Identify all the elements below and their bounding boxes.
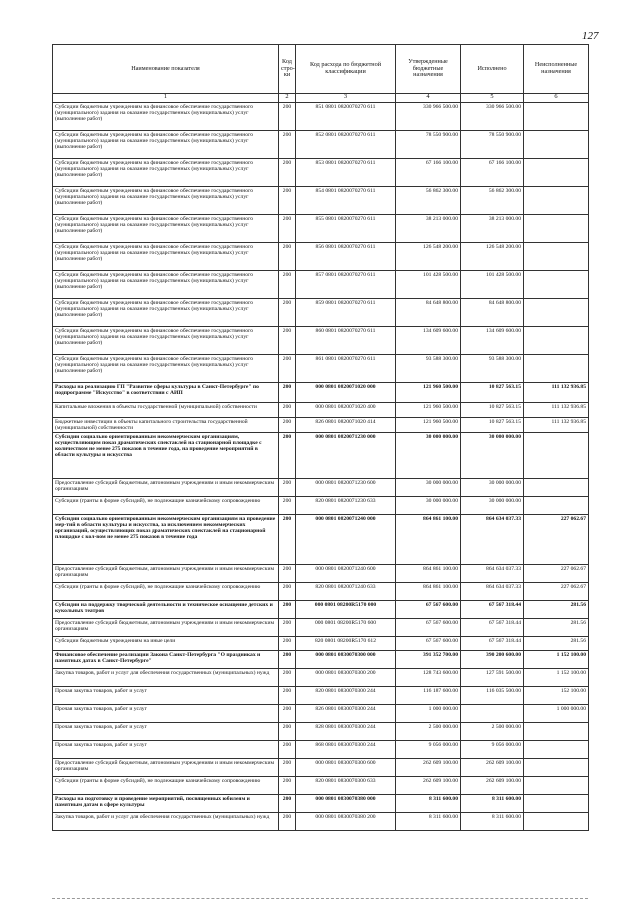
row-unexecuted <box>524 103 589 131</box>
row-line-code: 200 <box>279 418 296 433</box>
row-line-code: 200 <box>279 723 296 741</box>
row-unexecuted: 1 000 000.00 <box>524 705 589 723</box>
row-name: Закупка товаров, работ и услуг для обеспечения государственных (муниципальных) нужд <box>53 813 279 831</box>
row-approved: 101 428 500.00 <box>396 271 461 299</box>
row-approved: 38 213 000.00 <box>396 215 461 243</box>
row-executed: 134 609 600.00 <box>461 327 524 355</box>
table-body <box>53 103 589 831</box>
row-approved: 93 588 300.00 <box>396 355 461 383</box>
table-row <box>53 741 589 759</box>
row-unexecuted: 281.56 <box>524 637 589 651</box>
row-budget-code: 820 0801 08200R5170 612 <box>296 637 396 651</box>
row-approved: 67 567 600.00 <box>396 619 461 637</box>
table-row <box>53 777 589 795</box>
row-budget-code: 000 0801 0830070300 000 <box>296 651 396 669</box>
row-unexecuted: 111 132 936.85 <box>524 418 589 433</box>
row-unexecuted: 227 062.67 <box>524 515 589 565</box>
header-executed: Исполнено <box>461 45 524 94</box>
row-name: Расходы на реализацию ГП "Развитие сферы культуры в Санкт-Петербурге" по подпрограмме "Искусство" в соответствии с АИП <box>53 383 279 403</box>
row-line-code: 200 <box>279 327 296 355</box>
table-row <box>53 418 589 433</box>
row-name: Предоставление субсидий бюджетным, автономным учреждениям и иным некоммерческим организациям <box>53 565 279 583</box>
row-approved: 67 567 600.00 <box>396 601 461 619</box>
row-line-code: 200 <box>279 299 296 327</box>
row-budget-code: 826 0801 0820071020 414 <box>296 418 396 433</box>
row-executed: 10 827 563.15 <box>461 403 524 418</box>
header-budget-code: Код расхода по бюджетной классификации <box>296 45 396 94</box>
row-executed: 67 567 318.44 <box>461 637 524 651</box>
row-budget-code: 000 0801 0820071230 000 <box>296 433 396 479</box>
row-approved: 67 567 600.00 <box>396 637 461 651</box>
row-budget-code: 859 0801 0820070270 611 <box>296 299 396 327</box>
row-approved: 128 743 600.00 <box>396 669 461 687</box>
table-row <box>53 327 589 355</box>
row-unexecuted: 281.56 <box>524 619 589 637</box>
row-executed <box>461 705 524 723</box>
row-budget-code: 851 0801 0820070270 611 <box>296 103 396 131</box>
header-unexecuted: Неисполненные назначения <box>524 45 589 94</box>
row-approved: 262 609 100.00 <box>396 777 461 795</box>
row-approved: 8 311 600.00 <box>396 795 461 813</box>
table-row <box>53 637 589 651</box>
row-executed: 67 166 100.00 <box>461 159 524 187</box>
table-header-row <box>53 45 589 94</box>
row-unexecuted <box>524 243 589 271</box>
table-row <box>53 651 589 669</box>
row-approved: 391 352 700.00 <box>396 651 461 669</box>
row-budget-code: 860 0801 0820070270 611 <box>296 327 396 355</box>
row-line-code: 200 <box>279 159 296 187</box>
row-unexecuted <box>524 271 589 299</box>
row-name: Субсидии бюджетным учреждениям на финансовое обеспечение государственного (муниципального) задания на оказание государственных (муниципальных) услуг (выполнение работ) <box>53 327 279 355</box>
header-approved: Утвержденные бюджетные назначения <box>396 45 461 94</box>
row-unexecuted <box>524 187 589 215</box>
row-budget-code: 853 0801 0820070270 611 <box>296 159 396 187</box>
table-row <box>53 103 589 131</box>
row-approved: 134 609 600.00 <box>396 327 461 355</box>
row-budget-code: 000 0801 0820071020 400 <box>296 403 396 418</box>
row-unexecuted <box>524 327 589 355</box>
row-executed: 67 567 318.44 <box>461 601 524 619</box>
col-number: 6 <box>524 94 589 103</box>
row-executed: 67 567 318.44 <box>461 619 524 637</box>
row-name: Прочая закупка товаров, работ и услуг <box>53 705 279 723</box>
row-approved: 121 960 500.00 <box>396 418 461 433</box>
table-row <box>53 601 589 619</box>
row-executed: 30 000 000.00 <box>461 433 524 479</box>
table-row <box>53 479 589 497</box>
row-executed: 864 634 037.33 <box>461 583 524 601</box>
page-bottom-edge <box>52 898 588 899</box>
row-budget-code: 828 0801 0830070300 244 <box>296 723 396 741</box>
row-line-code: 200 <box>279 687 296 705</box>
row-name: Закупка товаров, работ и услуг для обеспечения государственных (муниципальных) нужд <box>53 669 279 687</box>
row-approved: 330 966 500.00 <box>396 103 461 131</box>
row-line-code: 200 <box>279 383 296 403</box>
row-line-code: 200 <box>279 777 296 795</box>
row-approved: 78 550 900.00 <box>396 131 461 159</box>
table-row <box>53 705 589 723</box>
row-unexecuted <box>524 131 589 159</box>
row-line-code: 200 <box>279 813 296 831</box>
row-unexecuted: 152 100.00 <box>524 687 589 705</box>
table-row <box>53 271 589 299</box>
row-budget-code: 868 0801 0830070300 244 <box>296 741 396 759</box>
row-line-code: 200 <box>279 619 296 637</box>
header-line-code: Код стро-ки <box>279 45 296 94</box>
row-unexecuted <box>524 795 589 813</box>
row-name: Субсидии бюджетным учреждениям на финансовое обеспечение государственного (муниципального) задания на оказание государственных (муниципальных) услуг (выполнение работ) <box>53 187 279 215</box>
row-line-code: 200 <box>279 565 296 583</box>
row-name: Субсидии (гранты в форме субсидий), не подлежащие казначейскому сопровождению <box>53 777 279 795</box>
row-name: Субсидии бюджетным учреждениям на финансовое обеспечение государственного (муниципального) задания на оказание государственных (муниципальных) услуг (выполнение работ) <box>53 215 279 243</box>
row-unexecuted <box>524 159 589 187</box>
row-unexecuted <box>524 741 589 759</box>
row-approved: 126 548 200.00 <box>396 243 461 271</box>
row-executed: 9 056 000.00 <box>461 741 524 759</box>
row-line-code: 200 <box>279 759 296 777</box>
row-approved: 56 862 300.00 <box>396 187 461 215</box>
row-budget-code: 852 0801 0820070270 611 <box>296 131 396 159</box>
row-unexecuted <box>524 813 589 831</box>
row-name: Субсидии бюджетным учреждениям на финансовое обеспечение государственного (муниципального) задания на оказание государственных (муниципальных) услуг (выполнение работ) <box>53 355 279 383</box>
row-executed: 8 311 600.00 <box>461 813 524 831</box>
row-approved: 9 056 000.00 <box>396 741 461 759</box>
row-executed: 864 634 037.33 <box>461 515 524 565</box>
row-budget-code: 000 0801 0820071230 600 <box>296 479 396 497</box>
row-line-code: 200 <box>279 103 296 131</box>
table-row <box>53 515 589 565</box>
row-unexecuted: 227 062.67 <box>524 583 589 601</box>
row-executed: 30 000 000.00 <box>461 479 524 497</box>
table-row <box>53 723 589 741</box>
row-unexecuted <box>524 759 589 777</box>
row-budget-code: 000 0801 0820071240 000 <box>296 515 396 565</box>
row-budget-code: 820 0801 0820071230 633 <box>296 497 396 515</box>
table-row <box>53 215 589 243</box>
row-unexecuted <box>524 479 589 497</box>
row-line-code: 200 <box>279 131 296 159</box>
row-name: Субсидии бюджетным учреждениям на финансовое обеспечение государственного (муниципального) задания на оказание государственных (муниципальных) услуг (выполнение работ) <box>53 103 279 131</box>
row-line-code: 200 <box>279 705 296 723</box>
row-line-code: 200 <box>279 479 296 497</box>
col-number: 5 <box>461 94 524 103</box>
table-row <box>53 497 589 515</box>
row-executed: 101 428 500.00 <box>461 271 524 299</box>
row-unexecuted: 227 062.67 <box>524 565 589 583</box>
row-budget-code: 000 0801 08200R5170 600 <box>296 619 396 637</box>
row-budget-code: 854 0801 0820070270 611 <box>296 187 396 215</box>
row-line-code: 200 <box>279 355 296 383</box>
row-budget-code: 855 0801 0820070270 611 <box>296 215 396 243</box>
row-name: Капитальные вложения в объекты государственной (муниципальной) собственности <box>53 403 279 418</box>
row-line-code: 200 <box>279 497 296 515</box>
table-row <box>53 795 589 813</box>
row-approved: 121 960 500.00 <box>396 383 461 403</box>
table-row <box>53 187 589 215</box>
row-unexecuted: 1 152 100.00 <box>524 669 589 687</box>
row-approved: 864 861 100.00 <box>396 565 461 583</box>
page-number: 127 <box>582 30 599 42</box>
row-line-code: 200 <box>279 187 296 215</box>
col-number: 4 <box>396 94 461 103</box>
row-budget-code: 826 0801 0830070300 244 <box>296 705 396 723</box>
row-approved: 2 500 000.00 <box>396 723 461 741</box>
row-unexecuted: 281.56 <box>524 601 589 619</box>
row-name: Субсидии (гранты в форме субсидий), не подлежащие казначейскому сопровождению <box>53 497 279 515</box>
row-name: Финансовое обеспечение реализации Закона Санкт-Петербурга "О праздниках и памятных датах в Санкт-Петербурге" <box>53 651 279 669</box>
row-executed: 116 035 500.00 <box>461 687 524 705</box>
row-unexecuted <box>524 777 589 795</box>
column-number-row <box>53 94 589 103</box>
table-row <box>53 583 589 601</box>
row-name: Прочая закупка товаров, работ и услуг <box>53 687 279 705</box>
row-approved: 864 861 100.00 <box>396 583 461 601</box>
row-executed: 78 550 900.00 <box>461 131 524 159</box>
budget-execution-table <box>52 44 589 831</box>
row-executed: 38 213 000.00 <box>461 215 524 243</box>
row-budget-code: 000 0801 0830070380 200 <box>296 813 396 831</box>
row-unexecuted <box>524 497 589 515</box>
row-budget-code: 857 0801 0820070270 611 <box>296 271 396 299</box>
row-approved: 30 000 000.00 <box>396 433 461 479</box>
table-row <box>53 243 589 271</box>
col-number: 1 <box>53 94 279 103</box>
row-approved: 262 609 100.00 <box>396 759 461 777</box>
row-line-code: 200 <box>279 243 296 271</box>
table-row <box>53 759 589 777</box>
row-approved: 30 000 000.00 <box>396 479 461 497</box>
row-line-code: 200 <box>279 583 296 601</box>
row-budget-code: 820 0801 0830070300 633 <box>296 777 396 795</box>
row-approved: 121 960 500.00 <box>396 403 461 418</box>
row-budget-code: 000 0801 0830070380 000 <box>296 795 396 813</box>
row-line-code: 200 <box>279 215 296 243</box>
row-name: Субсидии социально ориентированным некоммерческим организациям, осуществляющим показ драматических спектаклей на стационарной площадке с количеством не менее 275 показов в течение года, на проведение мероприятий в области культуры и искусства <box>53 433 279 479</box>
row-executed: 93 588 300.00 <box>461 355 524 383</box>
row-budget-code: 856 0801 0820070270 611 <box>296 243 396 271</box>
row-name: Субсидии на поддержку творческой деятельности и техническое оснащение детских и кукольных театров <box>53 601 279 619</box>
row-approved: 864 861 100.00 <box>396 515 461 565</box>
row-executed: 126 548 200.00 <box>461 243 524 271</box>
row-budget-code: 000 0801 08200R5170 000 <box>296 601 396 619</box>
row-budget-code: 000 0801 0830070300 200 <box>296 669 396 687</box>
col-number: 3 <box>296 94 396 103</box>
row-approved: 30 000 000.00 <box>396 497 461 515</box>
row-name: Предоставление субсидий бюджетным, автономным учреждениям и иным некоммерческим организациям <box>53 479 279 497</box>
row-line-code: 200 <box>279 669 296 687</box>
row-name: Расходы на подготовку и проведение мероприятий, посвященных юбилеям и памятным датам в сфере культуры <box>53 795 279 813</box>
row-approved: 67 166 100.00 <box>396 159 461 187</box>
row-executed: 84 648 800.00 <box>461 299 524 327</box>
row-line-code: 200 <box>279 403 296 418</box>
row-name: Прочая закупка товаров, работ и услуг <box>53 723 279 741</box>
row-name: Субсидии социально ориентированным некоммерческим организациям на проведение мер-тий в области культуры и искусства, за исключением некоммерческих организаций, осуществляющих показ драматических спектаклей на стационарной площадке с кол-вом не менее 275 показов в течение года <box>53 515 279 565</box>
row-approved: 84 648 800.00 <box>396 299 461 327</box>
row-unexecuted: 1 152 100.00 <box>524 651 589 669</box>
row-name: Субсидии бюджетным учреждениям на финансовое обеспечение государственного (муниципального) задания на оказание государственных (муниципальных) услуг (выполнение работ) <box>53 131 279 159</box>
row-executed: 330 966 500.00 <box>461 103 524 131</box>
row-unexecuted <box>524 433 589 479</box>
row-budget-code: 820 0801 0830070300 244 <box>296 687 396 705</box>
row-name: Субсидии бюджетным учреждениям на финансовое обеспечение государственного (муниципального) задания на оказание государственных (муниципальных) услуг (выполнение работ) <box>53 243 279 271</box>
row-line-code: 200 <box>279 601 296 619</box>
row-unexecuted: 111 132 936.85 <box>524 383 589 403</box>
table-row <box>53 669 589 687</box>
row-line-code: 200 <box>279 637 296 651</box>
row-name: Бюджетные инвестиции в объекты капитального строительства государственной (муниципальной) собственности <box>53 418 279 433</box>
row-budget-code: 000 0801 0820071020 000 <box>296 383 396 403</box>
row-executed: 864 634 037.33 <box>461 565 524 583</box>
row-line-code: 200 <box>279 651 296 669</box>
row-line-code: 200 <box>279 741 296 759</box>
row-executed: 262 609 100.00 <box>461 759 524 777</box>
row-name: Субсидии бюджетным учреждениям на финансовое обеспечение государственного (муниципального) задания на оказание государственных (муниципальных) услуг (выполнение работ) <box>53 159 279 187</box>
row-approved: 8 311 600.00 <box>396 813 461 831</box>
row-name: Субсидии (гранты в форме субсидий), не подлежащие казначейскому сопровождению <box>53 583 279 601</box>
row-approved: 1 000 000.00 <box>396 705 461 723</box>
row-name: Субсидии бюджетным учреждениям на иные цели <box>53 637 279 651</box>
row-executed: 30 000 000.00 <box>461 497 524 515</box>
col-number: 2 <box>279 94 296 103</box>
row-unexecuted <box>524 355 589 383</box>
row-name: Предоставление субсидий бюджетным, автономным учреждениям и иным некоммерческим организациям <box>53 759 279 777</box>
table-row <box>53 383 589 403</box>
row-approved: 116 187 600.00 <box>396 687 461 705</box>
row-executed: 2 500 000.00 <box>461 723 524 741</box>
row-name: Прочая закупка товаров, работ и услуг <box>53 741 279 759</box>
row-budget-code: 820 0801 0820071240 633 <box>296 583 396 601</box>
table-row <box>53 687 589 705</box>
row-executed: 10 827 563.15 <box>461 383 524 403</box>
row-executed: 390 200 600.00 <box>461 651 524 669</box>
row-line-code: 200 <box>279 433 296 479</box>
table-row <box>53 299 589 327</box>
row-unexecuted <box>524 723 589 741</box>
row-executed: 10 827 563.15 <box>461 418 524 433</box>
table-row <box>53 813 589 831</box>
table-row <box>53 433 589 479</box>
table-row <box>53 159 589 187</box>
table-row <box>53 355 589 383</box>
row-line-code: 200 <box>279 515 296 565</box>
row-executed: 262 609 100.00 <box>461 777 524 795</box>
row-budget-code: 861 0801 0820070270 611 <box>296 355 396 383</box>
table-row <box>53 565 589 583</box>
table-row <box>53 619 589 637</box>
row-budget-code: 000 0801 0820071240 600 <box>296 565 396 583</box>
row-unexecuted: 111 132 936.85 <box>524 403 589 418</box>
table-row <box>53 403 589 418</box>
row-line-code: 200 <box>279 795 296 813</box>
row-unexecuted <box>524 299 589 327</box>
header-name: Наименование показателя <box>53 45 279 94</box>
table-row <box>53 131 589 159</box>
row-name: Субсидии бюджетным учреждениям на финансовое обеспечение государственного (муниципального) задания на оказание государственных (муниципальных) услуг (выполнение работ) <box>53 271 279 299</box>
row-line-code: 200 <box>279 271 296 299</box>
row-executed: 56 862 300.00 <box>461 187 524 215</box>
row-unexecuted <box>524 215 589 243</box>
row-executed: 8 311 600.00 <box>461 795 524 813</box>
row-name: Предоставление субсидий бюджетным, автономным учреждениям и иным некоммерческим организациям <box>53 619 279 637</box>
row-budget-code: 000 0801 0830070300 600 <box>296 759 396 777</box>
row-name: Субсидии бюджетным учреждениям на финансовое обеспечение государственного (муниципального) задания на оказание государственных (муниципальных) услуг (выполнение работ) <box>53 299 279 327</box>
row-executed: 127 591 500.00 <box>461 669 524 687</box>
